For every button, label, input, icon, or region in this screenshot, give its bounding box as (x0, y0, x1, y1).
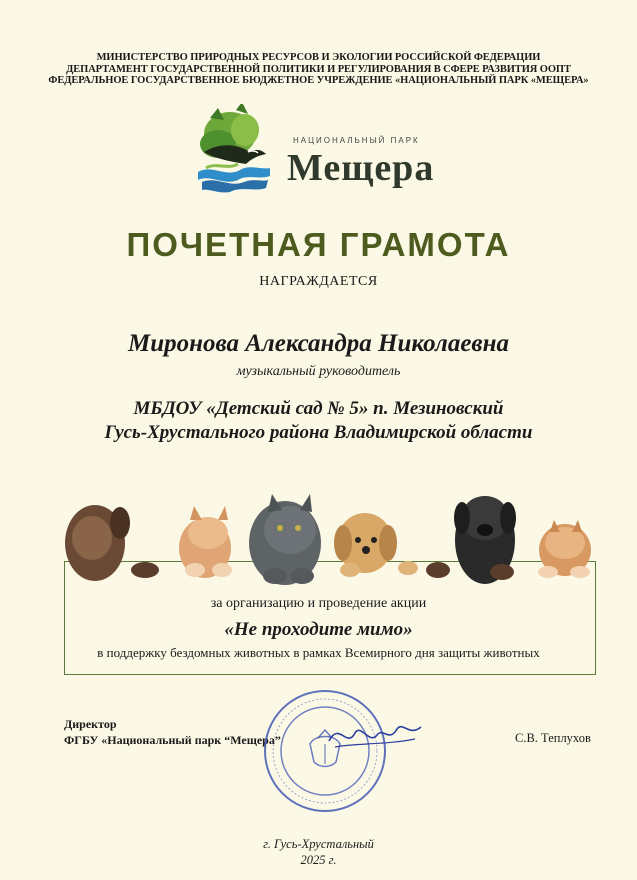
black-dog-icon (426, 496, 516, 584)
organization-line-1: МБДОУ «Детский сад № 5» п. Мезиновский (133, 398, 504, 419)
cat-icon (179, 506, 232, 578)
organization-line-2: Гусь-Хрустального района Владимирской области (104, 422, 533, 443)
ginger-cat-icon (538, 520, 591, 578)
header-line-2: ДЕПАРТАМЕНТ ГОСУДАРСТВЕННОЙ ПОЛИТИКИ И РЕГУЛИРОВАНИЯ В СФЕРЕ РАЗВИТИЯ ООПТ (66, 63, 571, 75)
director-role: Директор (64, 717, 117, 731)
recipient-name: Миронова Александра Николаевна (128, 330, 509, 357)
support-text: в поддержку бездомных животных в рамках Всемирного дня защиты животных (97, 645, 540, 660)
header-line-3: ФЕДЕРАЛЬНОЕ ГОСУДАРСТВЕННОЕ БЮДЖЕТНОЕ УЧРЕЖДЕНИЕ «НАЦИОНАЛЬНЫЙ ПАРК «МЕЩЕРА» (48, 75, 589, 86)
awarded-label: НАГРАЖДАЕТСЯ (259, 274, 378, 289)
signature-icon (325, 715, 425, 755)
logo-subtitle: НАЦИОНАЛЬНЫЙ ПАРК (293, 136, 420, 145)
director-block (64, 716, 281, 748)
header-line-1: МИНИСТЕРСТВО ПРИРОДНЫХ РЕСУРСОВ И ЭКОЛОГИИ РОССИЙСКОЙ ФЕДЕРАЦИИ (96, 52, 541, 63)
animals-illustration-icon (60, 488, 600, 593)
puppy-icon (334, 513, 418, 577)
signer-name: С.В. Теплухов (515, 731, 591, 745)
grey-cat-icon (249, 494, 321, 585)
recipient-position: музыкальный руководитель (236, 364, 401, 379)
dog-icon (65, 505, 159, 581)
certificate-title: ПОЧЕТНАЯ ГРАМОТА (126, 226, 511, 263)
reason-text: за организацию и проведение акции (210, 596, 427, 611)
action-name: «Не проходите мимо» (224, 619, 413, 640)
ministry-header (0, 52, 637, 87)
logo-name: Мещера (287, 147, 435, 189)
director-org: ФГБУ «Национальный парк “Мещера” (64, 733, 281, 747)
year: 2025 г. (300, 853, 337, 867)
place-date (0, 836, 637, 868)
city: г. Гусь-Хрустальный (263, 837, 374, 851)
